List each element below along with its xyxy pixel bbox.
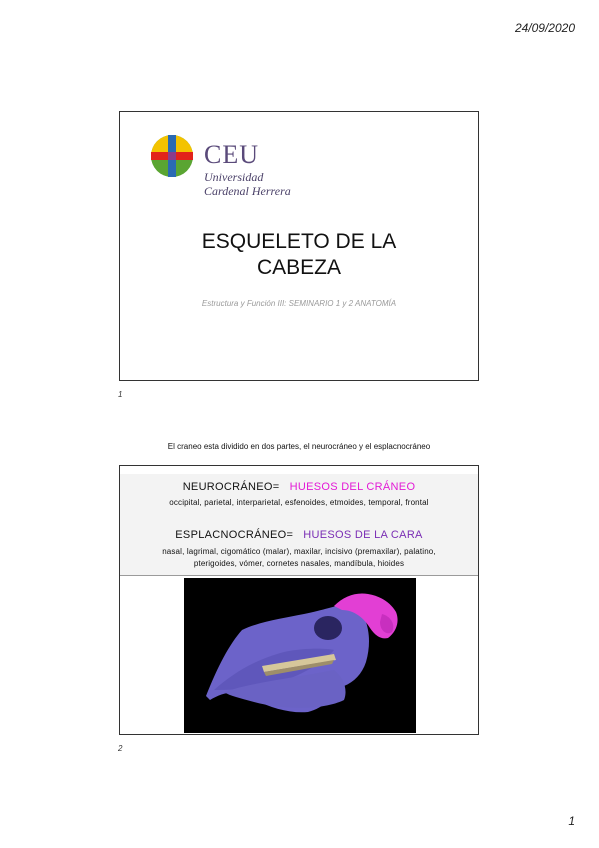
- esplacnocraneo-bones-line-1: nasal, lagrimal, cigomático (malar), maxilar, incisivo (premaxilar), palatino,: [162, 547, 436, 556]
- neurocraneo-label: NEUROCRÁNEO=: [182, 481, 280, 493]
- horse-skull-image: [184, 578, 416, 733]
- ceu-logo-text: [204, 140, 291, 198]
- esplacnocraneo-highlight: HUESOS DE LA CARA: [303, 529, 423, 541]
- slide-1-subtitle: Estructura y Función III: SEMINARIO 1 y 2 ANATOMÍA: [201, 299, 397, 308]
- logo-line-1: Universidad: [204, 170, 264, 184]
- neurocraneo-highlight: HUESOS DEL CRÁNEO: [289, 481, 416, 493]
- neurocraneo-bones: occipital, parietal, interparietal, esfenoides, etmoides, temporal, frontal: [169, 498, 429, 507]
- title-line-2: CABEZA: [256, 256, 342, 279]
- esplacnocraneo-heading: [120, 529, 478, 541]
- page-number: 1: [568, 814, 575, 828]
- document-date: 24/09/2020: [514, 21, 575, 35]
- esplacnocraneo-label: ESPLACNOCRÁNEO=: [175, 529, 294, 541]
- esplacnocraneo-bones-line-2: pterigoides, vómer, cornetes nasales, mandíbula, hioides: [193, 559, 405, 568]
- logo-line-2: Cardenal Herrera: [204, 184, 291, 198]
- logo-name: CEU: [204, 140, 259, 169]
- slide-note: El craneo esta dividido en dos partes, el neurocráneo y el esplacnocráneo: [167, 442, 431, 451]
- slide-2-number: 2: [118, 744, 123, 753]
- slide-1-title: [119, 229, 479, 281]
- neurocraneo-heading: [120, 481, 478, 493]
- ceu-logo-icon: [150, 134, 194, 178]
- title-line-1: ESQUELETO DE LA: [201, 230, 397, 253]
- slide-1-number: 1: [118, 390, 123, 399]
